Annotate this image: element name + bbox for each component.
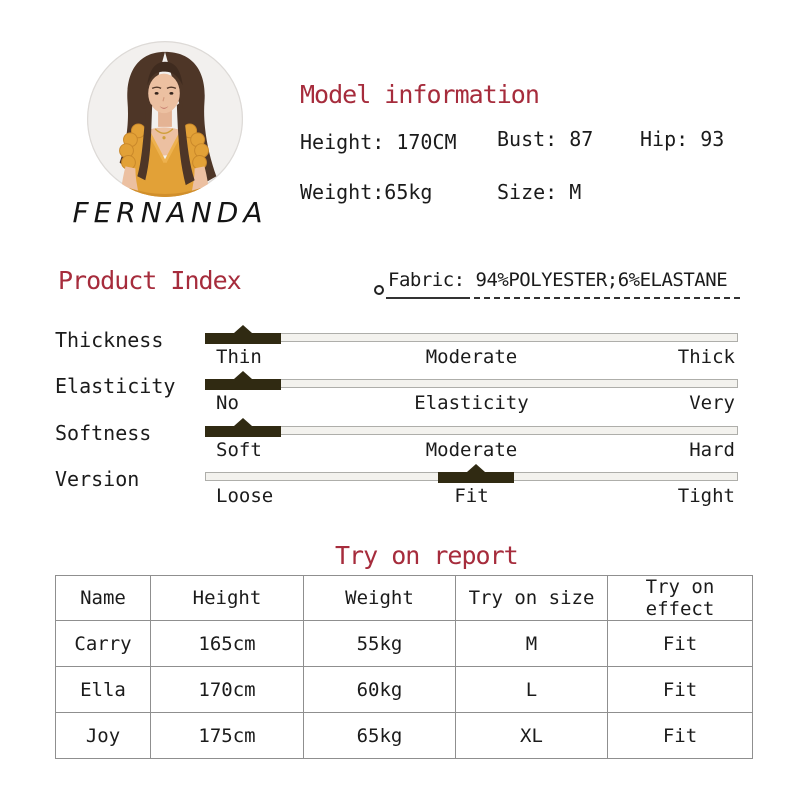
slider-label: Softness: [55, 421, 152, 445]
cell-size: XL: [456, 713, 608, 759]
slider-row-elasticity: [55, 372, 745, 418]
cell-name: Joy: [56, 713, 151, 759]
column-header-height: Height: [151, 576, 304, 621]
model-hip: Hip: 93: [640, 127, 725, 151]
fabric-value: 94%POLYESTER;6%ELASTANE: [475, 269, 728, 291]
slider-marker: [205, 426, 281, 437]
slider-row-version: [55, 465, 745, 511]
cell-weight: 65kg: [304, 713, 456, 759]
slider-option-left: Loose: [216, 485, 274, 507]
cell-size: L: [456, 667, 608, 713]
slider-label: Version: [55, 467, 140, 491]
fabric-underline-solid: [386, 297, 464, 299]
slider-option-center: Elasticity: [414, 392, 529, 414]
try-on-table: [55, 575, 753, 759]
fabric-underline-dashed: [464, 297, 740, 299]
slider-label: Elasticity: [55, 374, 176, 398]
slider-option-right: Hard: [689, 439, 735, 461]
slider-row-softness: [55, 419, 745, 465]
model-weight: Weight:65kg: [300, 180, 433, 204]
model-photo: [86, 40, 244, 198]
table-row: [56, 667, 753, 713]
slider-track: [205, 426, 738, 461]
column-header-name: Name: [56, 576, 151, 621]
cell-height: 170cm: [151, 667, 304, 713]
cell-effect: Fit: [608, 621, 753, 667]
slider-option-center: Moderate: [425, 439, 518, 461]
brand-name: FERNANDA: [72, 196, 268, 229]
product-index-title: Product Index: [58, 266, 241, 295]
cell-height: 175cm: [151, 713, 304, 759]
slider-track: [205, 379, 738, 414]
slider-track: [205, 333, 738, 368]
column-header-size: Try on size: [456, 576, 608, 621]
cell-effect: Fit: [608, 667, 753, 713]
fabric-bullet-icon: [374, 285, 384, 295]
slider-option-right: Very: [689, 392, 735, 414]
fabric-info: [388, 269, 727, 291]
model-height: Height: 170CM: [300, 130, 457, 154]
slider-marker: [205, 379, 281, 390]
slider-option-left: Thin: [216, 346, 262, 368]
slider-track: [205, 472, 738, 507]
cell-name: Carry: [56, 621, 151, 667]
slider-marker: [205, 333, 281, 344]
cell-height: 165cm: [151, 621, 304, 667]
product-index-sliders: [55, 326, 745, 516]
cell-name: Ella: [56, 667, 151, 713]
cell-weight: 55kg: [304, 621, 456, 667]
model-size: Size: M: [497, 180, 582, 204]
model-info-title: Model information: [300, 80, 539, 109]
slider-marker: [438, 472, 514, 483]
slider-option-left: No: [216, 392, 239, 414]
slider-option-center: Moderate: [425, 346, 518, 368]
table-header-row: [56, 576, 753, 621]
table-row: [56, 621, 753, 667]
slider-option-left: Soft: [216, 439, 262, 461]
column-header-weight: Weight: [304, 576, 456, 621]
cell-weight: 60kg: [304, 667, 456, 713]
cell-size: M: [456, 621, 608, 667]
slider-option-center: Fit: [454, 485, 489, 507]
slider-label: Thickness: [55, 328, 164, 352]
slider-row-thickness: [55, 326, 745, 372]
fabric-label: Fabric:: [388, 269, 465, 291]
model-portrait-image: [86, 40, 244, 198]
model-bust: Bust: 87: [497, 127, 594, 151]
slider-option-right: Thick: [677, 346, 735, 368]
try-on-report-title: Try on report: [335, 541, 518, 570]
table-row: [56, 713, 753, 759]
slider-option-right: Tight: [677, 485, 735, 507]
column-header-effect: Try on effect: [608, 576, 753, 621]
cell-effect: Fit: [608, 713, 753, 759]
